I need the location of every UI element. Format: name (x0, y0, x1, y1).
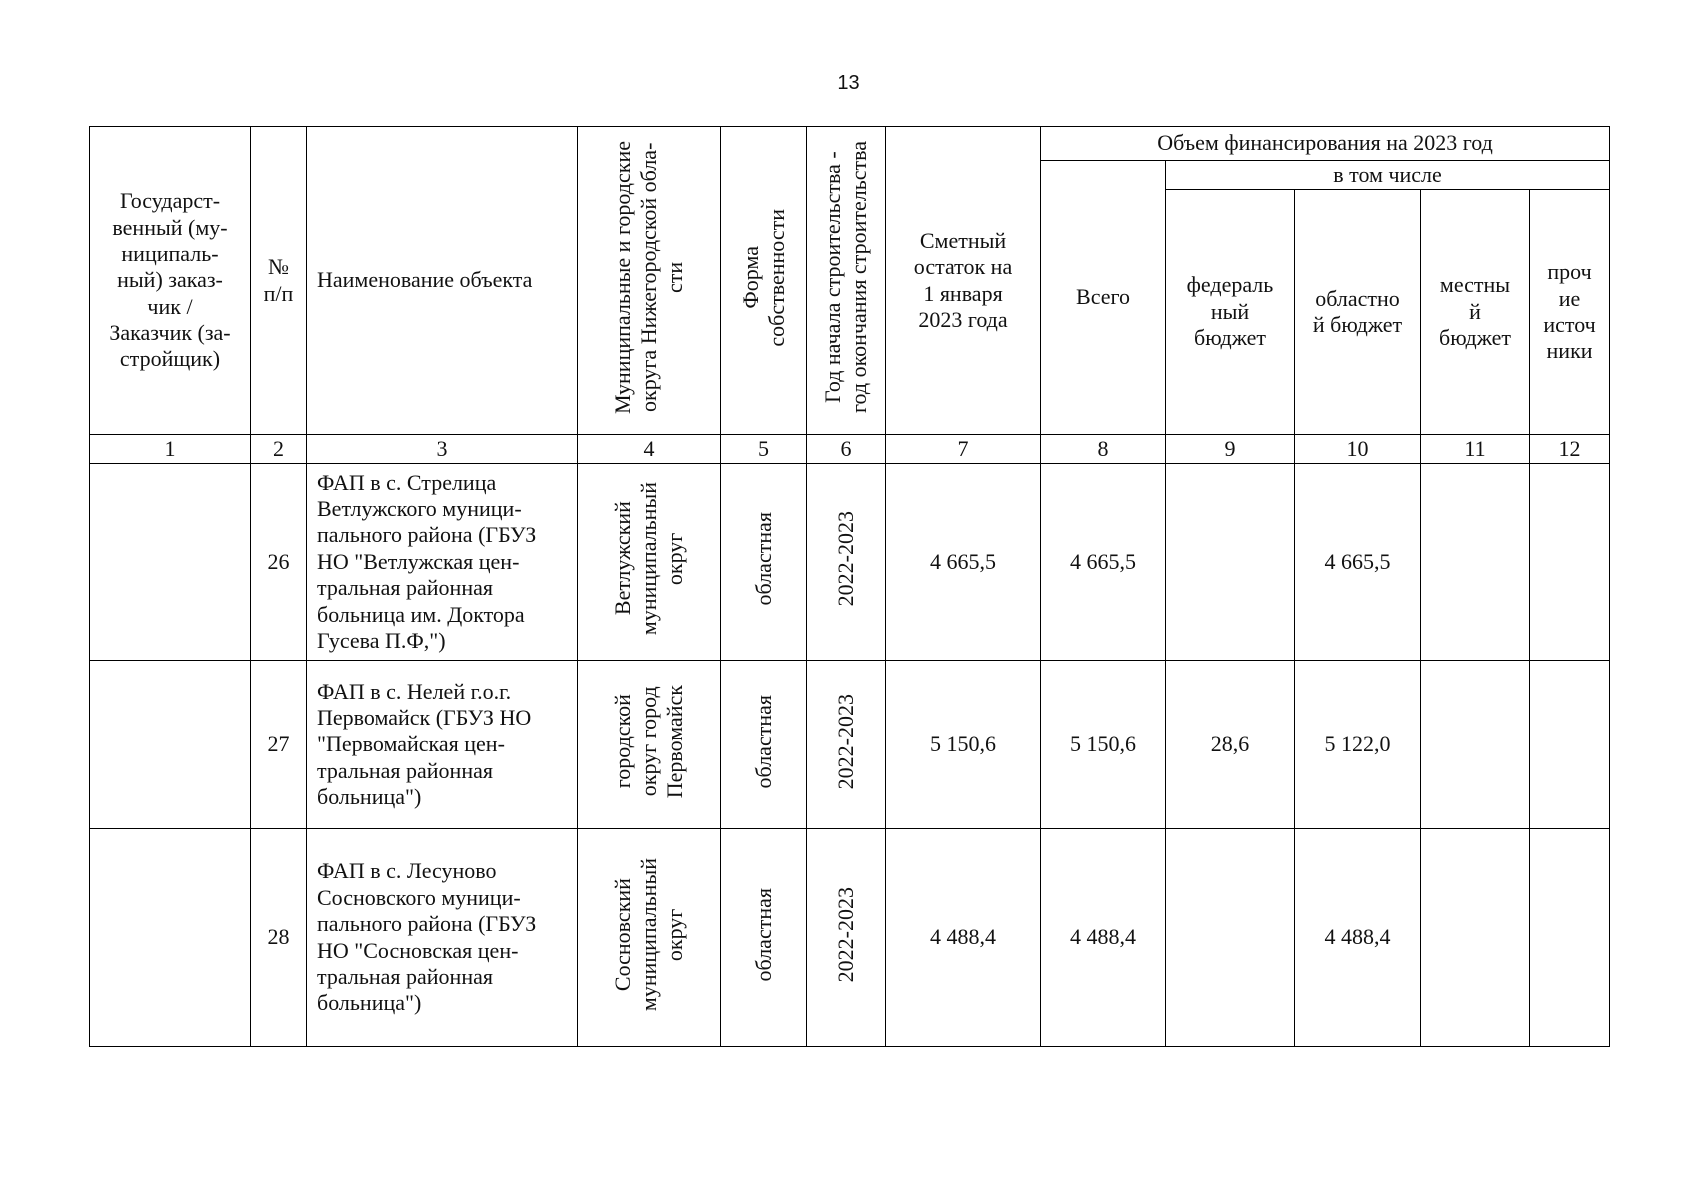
cell-customer (90, 661, 251, 829)
cell-municipality (578, 661, 721, 829)
cell-number: 27 (251, 661, 307, 829)
column-number: 6 (807, 435, 886, 464)
cell-object-name: ФАП в с. Стрелица Ветлужского муници- пального района (ГБУЗ НО "Ветлужская цен- тральная районная больница им. Доктора Гусева П.Ф,") (307, 464, 578, 661)
cell-years-text: 2022-2023 (833, 886, 859, 982)
cell-regional: 4 488,4 (1295, 829, 1421, 1047)
header-customer (90, 127, 251, 435)
cell-years (807, 464, 886, 661)
header-funding-title (1041, 127, 1610, 161)
header-including-text: в том числе (1333, 161, 1442, 187)
cell-federal (1166, 464, 1295, 661)
cell-municipality-text: Ветлужский муниципальный округ (610, 482, 687, 636)
cell-local (1421, 464, 1530, 661)
column-numbers-row (90, 435, 1610, 464)
header-years-text: Год начала строительства - год окончания строительства (820, 141, 871, 414)
cell-municipality (578, 464, 721, 661)
header-object-name-text: Наименование объекта (317, 267, 533, 293)
column-number: 12 (1530, 435, 1610, 464)
column-number: 5 (721, 435, 807, 464)
header-total (1041, 161, 1166, 435)
cell-years-text: 2022-2023 (833, 693, 859, 789)
cell-object-name: ФАП в с. Нелей г.о.г. Первомайск (ГБУЗ НО "Первомайская цен- тральная районная больница") (307, 661, 578, 829)
cell-municipality (578, 829, 721, 1047)
cell-municipality-text: Сосновский муниципальный округ (610, 857, 687, 1011)
cell-ownership-text: областная (750, 887, 776, 982)
cell-customer (90, 464, 251, 661)
cell-local (1421, 661, 1530, 829)
table-row (90, 661, 1610, 829)
cell-total: 5 150,6 (1041, 661, 1166, 829)
header-federal-text: федераль ный бюджет (1186, 272, 1274, 351)
header-estimate-balance-text: Сметный остаток на 1 января 2023 года (913, 227, 1013, 332)
cell-customer (90, 829, 251, 1047)
cell-object-name: ФАП в с. Лесуново Сосновского муници- пального района (ГБУЗ НО "Сосновская цен- тральная районная больница") (307, 829, 578, 1047)
cell-regional: 4 665,5 (1295, 464, 1421, 661)
cell-municipality-text: городской округ город Первомайск (610, 684, 687, 798)
header-object-name (307, 127, 578, 435)
column-number: 7 (886, 435, 1041, 464)
header-funding-title-text: Объем финансирования на 2023 год (1157, 130, 1493, 156)
cell-ownership-text: областная (750, 694, 776, 789)
cell-number: 28 (251, 829, 307, 1047)
cell-ownership-text: областная (750, 512, 776, 606)
header-regional-text: областно й бюджет (1312, 285, 1403, 337)
cell-federal (1166, 829, 1295, 1047)
column-number: 11 (1421, 435, 1530, 464)
cell-years (807, 661, 886, 829)
header-years (807, 127, 886, 435)
column-number: 1 (90, 435, 251, 464)
header-municipality (578, 127, 721, 435)
cell-other (1530, 661, 1610, 829)
financing-table (89, 126, 1610, 1047)
cell-number: 26 (251, 464, 307, 661)
cell-estimate-balance: 5 150,6 (886, 661, 1041, 829)
header-ownership-text: Форма собственности (737, 208, 789, 347)
page-number: 13 (837, 72, 860, 94)
cell-total: 4 665,5 (1041, 464, 1166, 661)
cell-other (1530, 829, 1610, 1047)
cell-regional: 5 122,0 (1295, 661, 1421, 829)
header-federal (1166, 190, 1295, 435)
cell-ownership (721, 661, 807, 829)
cell-other (1530, 464, 1610, 661)
header-including (1166, 161, 1610, 190)
column-number: 3 (307, 435, 578, 464)
column-number: 9 (1166, 435, 1295, 464)
column-number: 8 (1041, 435, 1166, 464)
column-number: 4 (578, 435, 721, 464)
header-number (251, 127, 307, 435)
cell-ownership (721, 829, 807, 1047)
header-ownership (721, 127, 807, 435)
header-total-text: Всего (1076, 284, 1130, 310)
table-row (90, 464, 1610, 661)
column-number: 2 (251, 435, 307, 464)
header-local (1421, 190, 1530, 435)
header-municipality-text: Муниципальные и городские округа Нижегородской обла- сти (610, 140, 687, 414)
cell-years (807, 829, 886, 1047)
cell-federal: 28,6 (1166, 661, 1295, 829)
header-estimate-balance (886, 127, 1041, 435)
cell-ownership (721, 464, 807, 661)
cell-local (1421, 829, 1530, 1047)
header-other (1530, 190, 1610, 435)
header-customer-text: Государст- венный (му- ниципаль- ный) заказ- чик / Заказчик (за- стройщик) (109, 188, 231, 372)
header-regional (1295, 190, 1421, 435)
column-number: 10 (1295, 435, 1421, 464)
header-number-text: № п/п (263, 254, 294, 306)
cell-estimate-balance: 4 665,5 (886, 464, 1041, 661)
cell-estimate-balance: 4 488,4 (886, 829, 1041, 1047)
table-row (90, 829, 1610, 1047)
header-row-1 (90, 127, 1610, 161)
cell-total: 4 488,4 (1041, 829, 1166, 1047)
header-local-text: местны й бюджет (1439, 272, 1511, 351)
cell-years-text: 2022-2023 (833, 511, 859, 607)
header-other-text: проч ие источ ники (1543, 259, 1596, 364)
